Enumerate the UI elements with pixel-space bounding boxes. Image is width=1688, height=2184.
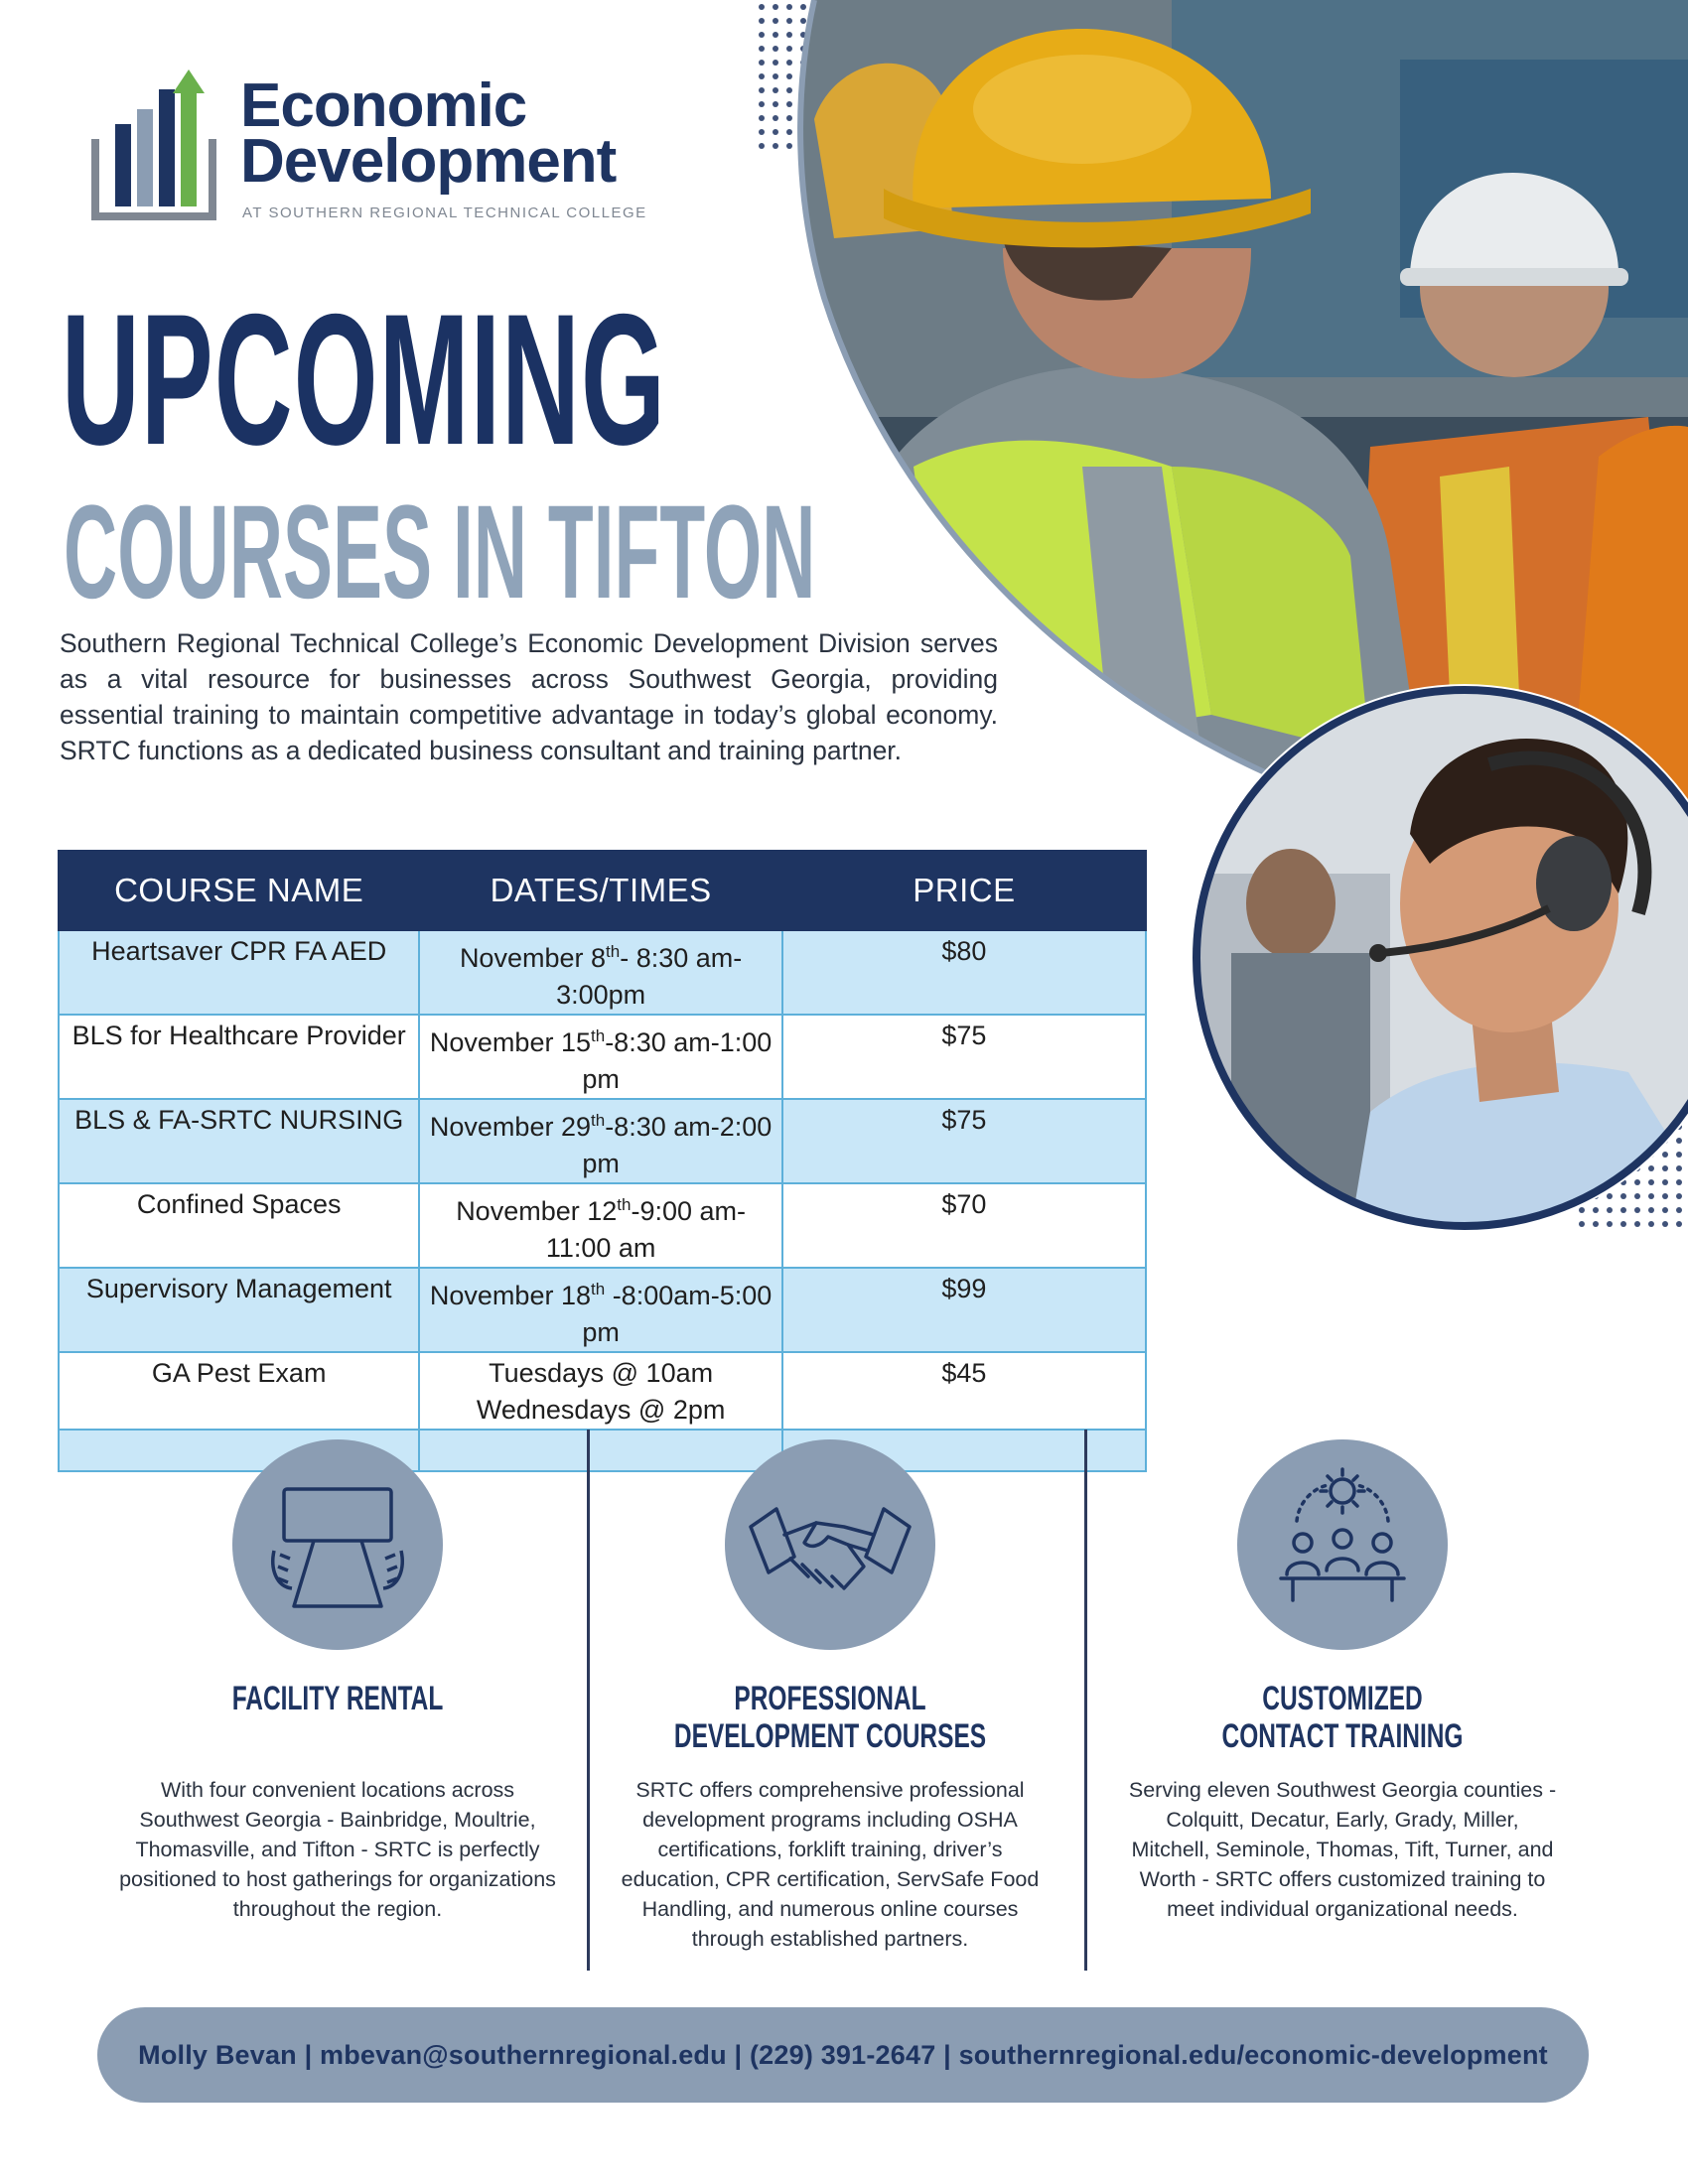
- course-date: Tuesdays @ 10am Wednesdays @ 2pm: [419, 1352, 782, 1430]
- table-row: [59, 1183, 1146, 1268]
- header-price: PRICE: [782, 851, 1146, 930]
- table-row: [59, 930, 1146, 1015]
- presentation-table-icon: [232, 1439, 443, 1650]
- intro-paragraph: Southern Regional Technical College’s Economic Development Division serves as a vital resource for businesses across Southwest Georgia, providing essential training to maintain competitive advantage in today’s global economy. SRTC functions as a dedicated business consultant and training partner.: [60, 628, 998, 765]
- service-professional-development: [592, 1430, 1068, 1954]
- bar-chart-arrow-icon: [91, 69, 220, 228]
- service-title-line2: DEVELOPMENT COURSES: [673, 1717, 987, 1755]
- course-date: November 12th-9:00 am-11:00 am: [419, 1183, 782, 1268]
- table-row: [59, 1015, 1146, 1099]
- service-title: FACILITY RENTAL: [231, 1680, 444, 1717]
- table-header-row: [59, 851, 1146, 930]
- course-name: BLS for Healthcare Provider: [59, 1015, 419, 1099]
- contact-info[interactable]: Molly Bevan | mbevan@southernregional.edu | (229) 391-2647 | southernregional.edu/economic-development: [138, 2039, 1548, 2070]
- service-description: Serving eleven Southwest Georgia counties - Colquitt, Decatur, Early, Grady, Miller, Mitchell, Seminole, Thomas, Tift, Turner, and Worth - SRTC offers customized training to meet individual organizational needs.: [1128, 1778, 1557, 1921]
- course-date: November 29th-8:30 am-2:00 pm: [419, 1099, 782, 1183]
- service-title: CUSTOMIZED: [1262, 1680, 1423, 1717]
- service-facility-rental: [99, 1430, 576, 1924]
- headline-courses-in-tifton: COURSES IN TIFTON: [64, 478, 816, 626]
- course-date: November 15th-8:30 am-1:00 pm: [419, 1015, 782, 1099]
- column-divider: [1084, 1430, 1087, 1971]
- course-date: November 8th- 8:30 am-3:00pm: [419, 930, 782, 1015]
- course-name: GA Pest Exam: [59, 1352, 419, 1430]
- course-name: Heartsaver CPR FA AED: [59, 930, 419, 1015]
- column-divider: [587, 1430, 590, 1971]
- contact-footer-bar: [97, 2007, 1589, 2103]
- header-dates-times: DATES/TIMES: [419, 851, 782, 930]
- handshake-icon: [725, 1439, 935, 1650]
- course-name: Confined Spaces: [59, 1183, 419, 1268]
- table-row: [59, 1352, 1146, 1430]
- service-title-line2: [166, 1717, 509, 1755]
- course-schedule-table: [58, 850, 1147, 1472]
- headline-upcoming: UPCOMING: [62, 275, 666, 483]
- course-name: Supervisory Management: [59, 1268, 419, 1352]
- team-gear-icon: [1237, 1439, 1448, 1650]
- logo-tagline: AT SOUTHERN REGIONAL TECHNICAL COLLEGE: [242, 205, 647, 221]
- course-name: BLS & FA-SRTC NURSING: [59, 1099, 419, 1183]
- course-price: $70: [782, 1183, 1146, 1268]
- course-price: $45: [782, 1352, 1146, 1430]
- course-price: $75: [782, 1015, 1146, 1099]
- course-price: $75: [782, 1099, 1146, 1183]
- course-price: $80: [782, 930, 1146, 1015]
- service-title-line2: CONTACT TRAINING: [1221, 1717, 1464, 1755]
- logo-word-economic: Economic: [240, 71, 527, 140]
- economic-development-logo: [91, 69, 687, 228]
- table-row: [59, 1099, 1146, 1183]
- service-description: With four convenient locations across Southwest Georgia - Bainbridge, Moultrie, Thomasville, and Tifton - SRTC is perfectly positioned to host gatherings for organizations throughout the region.: [119, 1778, 556, 1921]
- course-price: $99: [782, 1268, 1146, 1352]
- service-description: SRTC offers comprehensive professional development programs including OSHA certifications, forklift training, driver’s education, CPR certification, ServSafe Food Handling, and numerous online courses through established partners.: [621, 1778, 1040, 1951]
- service-customized-training: [1104, 1430, 1581, 1924]
- header-course-name: COURSE NAME: [59, 851, 419, 930]
- logo-word-development: Development: [240, 127, 617, 196]
- course-date: November 18th -8:00am-5:00 pm: [419, 1268, 782, 1352]
- table-row: [59, 1268, 1146, 1352]
- call-center-agent-photo: [1172, 675, 1688, 1231]
- service-title: PROFESSIONAL: [734, 1680, 926, 1717]
